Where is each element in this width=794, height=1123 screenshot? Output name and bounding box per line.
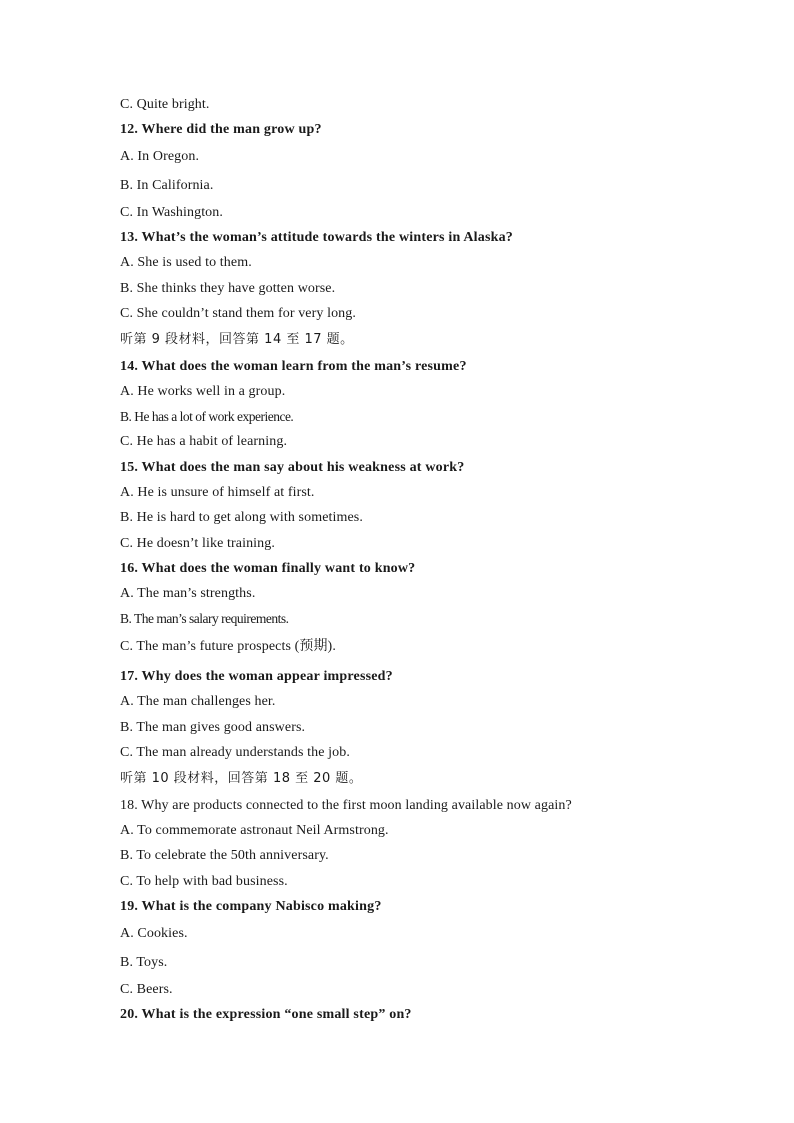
option-15a: A. He is unsure of himself at first. bbox=[120, 485, 315, 500]
option-18b: B. To celebrate the 50th anniversary. bbox=[120, 848, 329, 863]
question-20: 20. What is the expression “one small step” on? bbox=[120, 1007, 412, 1022]
option-12b: B. In California. bbox=[120, 178, 214, 193]
question-14: 14. What does the woman learn from the man’s resume? bbox=[120, 359, 467, 374]
question-19: 19. What is the company Nabisco making? bbox=[120, 899, 382, 914]
option-18c: C. To help with bad business. bbox=[120, 874, 288, 889]
option-19a: A. Cookies. bbox=[120, 926, 188, 941]
option-12a: A. In Oregon. bbox=[120, 149, 200, 164]
option-13c: C. She couldn’t stand them for very long. bbox=[120, 306, 356, 321]
question-15: 15. What does the man say about his weakness at work? bbox=[120, 460, 465, 475]
option-19b: B. Toys. bbox=[120, 955, 168, 970]
instruction-section-10: 听第 10 段材料，回答第 18 至 20 题。 bbox=[120, 771, 363, 786]
question-12: 12. Where did the man grow up? bbox=[120, 122, 322, 137]
question-18: 18. Why are products connected to the first moon landing available now again? bbox=[120, 798, 572, 813]
option-11c: C. Quite bright. bbox=[120, 97, 210, 112]
option-16c: C. The man’s future prospects (预期). bbox=[120, 639, 336, 654]
option-16b: B. The man’s salary requirements. bbox=[120, 611, 289, 626]
question-13: 13. What’s the woman’s attitude towards the winters in Alaska? bbox=[120, 230, 514, 245]
instruction-section-9: 听第 9 段材料，回答第 14 至 17 题。 bbox=[120, 332, 354, 347]
option-17a: A. The man challenges her. bbox=[120, 694, 276, 709]
option-13b: B. She thinks they have gotten worse. bbox=[120, 281, 336, 296]
option-15c: C. He doesn’t like training. bbox=[120, 536, 275, 551]
option-14b: B. He has a lot of work experience. bbox=[120, 409, 294, 424]
question-16: 16. What does the woman finally want to know? bbox=[120, 561, 416, 576]
option-17c: C. The man already understands the job. bbox=[120, 745, 350, 760]
option-14a: A. He works well in a group. bbox=[120, 384, 286, 399]
option-19c: C. Beers. bbox=[120, 982, 173, 997]
option-13a: A. She is used to them. bbox=[120, 255, 252, 270]
option-17b: B. The man gives good answers. bbox=[120, 720, 306, 735]
option-14c: C. He has a habit of learning. bbox=[120, 434, 288, 449]
option-18a: A. To commemorate astronaut Neil Armstrong. bbox=[120, 823, 389, 838]
option-12c: C. In Washington. bbox=[120, 205, 223, 220]
question-17: 17. Why does the woman appear impressed? bbox=[120, 669, 393, 684]
option-15b: B. He is hard to get along with sometimes. bbox=[120, 510, 363, 525]
option-16a: A. The man’s strengths. bbox=[120, 586, 256, 601]
